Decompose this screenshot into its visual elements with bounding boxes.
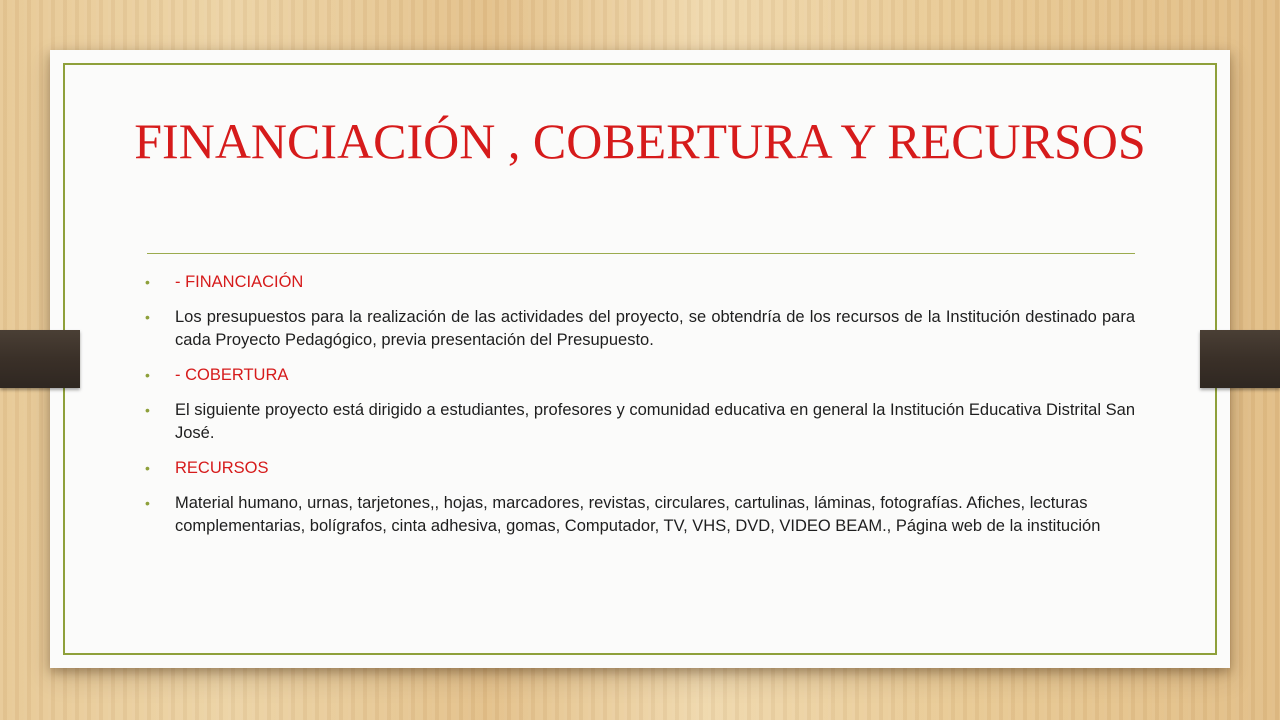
section-heading-recursos: RECURSOS	[175, 459, 269, 477]
list-item-cobertura-text	[145, 399, 1135, 445]
slide-title: FINANCIACIÓN , COBERTURA Y RECURSOS	[134, 113, 1146, 169]
section-heading-cobertura: - COBERTURA	[175, 366, 289, 384]
list-item-recursos-text	[145, 492, 1135, 538]
section-heading-financiacion: - FINANCIACIÓN	[175, 273, 304, 291]
bullet-list	[145, 271, 1135, 550]
bullet-icon: •	[145, 367, 150, 383]
bullet-icon: •	[145, 495, 150, 511]
recursos-description: Material humano, urnas, tarjetones,, hojas, marcadores, revistas, circulares, cartulinas, láminas, fotografías. Afiches, lecturas complementarias, bolígrafos, cinta adhesiva, gomas, Computador, TV, VHS, DVD, VIDEO BEAM., Página web de la institución	[175, 494, 1101, 535]
list-item-financiacion-text	[145, 306, 1135, 352]
list-item-financiacion-heading	[145, 271, 1135, 294]
title-divider	[147, 253, 1135, 254]
list-item-cobertura-heading	[145, 364, 1135, 387]
binder-clip-left	[0, 330, 80, 388]
bullet-icon: •	[145, 274, 150, 290]
financiacion-description: Los presupuestos para la realización de las actividades del proyecto, se obtendría de los recursos de la Institución destinado para cada Proyecto Pedagógico, previa presentación del Presupuesto.	[175, 308, 1135, 349]
bullet-icon: •	[145, 402, 150, 418]
bullet-icon: •	[145, 460, 150, 476]
bullet-icon: •	[145, 309, 150, 325]
binder-clip-right	[1200, 330, 1280, 388]
cobertura-description: El siguiente proyecto está dirigido a estudiantes, profesores y comunidad educativa en general la Institución Educativa Distrital San José.	[175, 401, 1135, 442]
list-item-recursos-heading	[145, 457, 1135, 480]
